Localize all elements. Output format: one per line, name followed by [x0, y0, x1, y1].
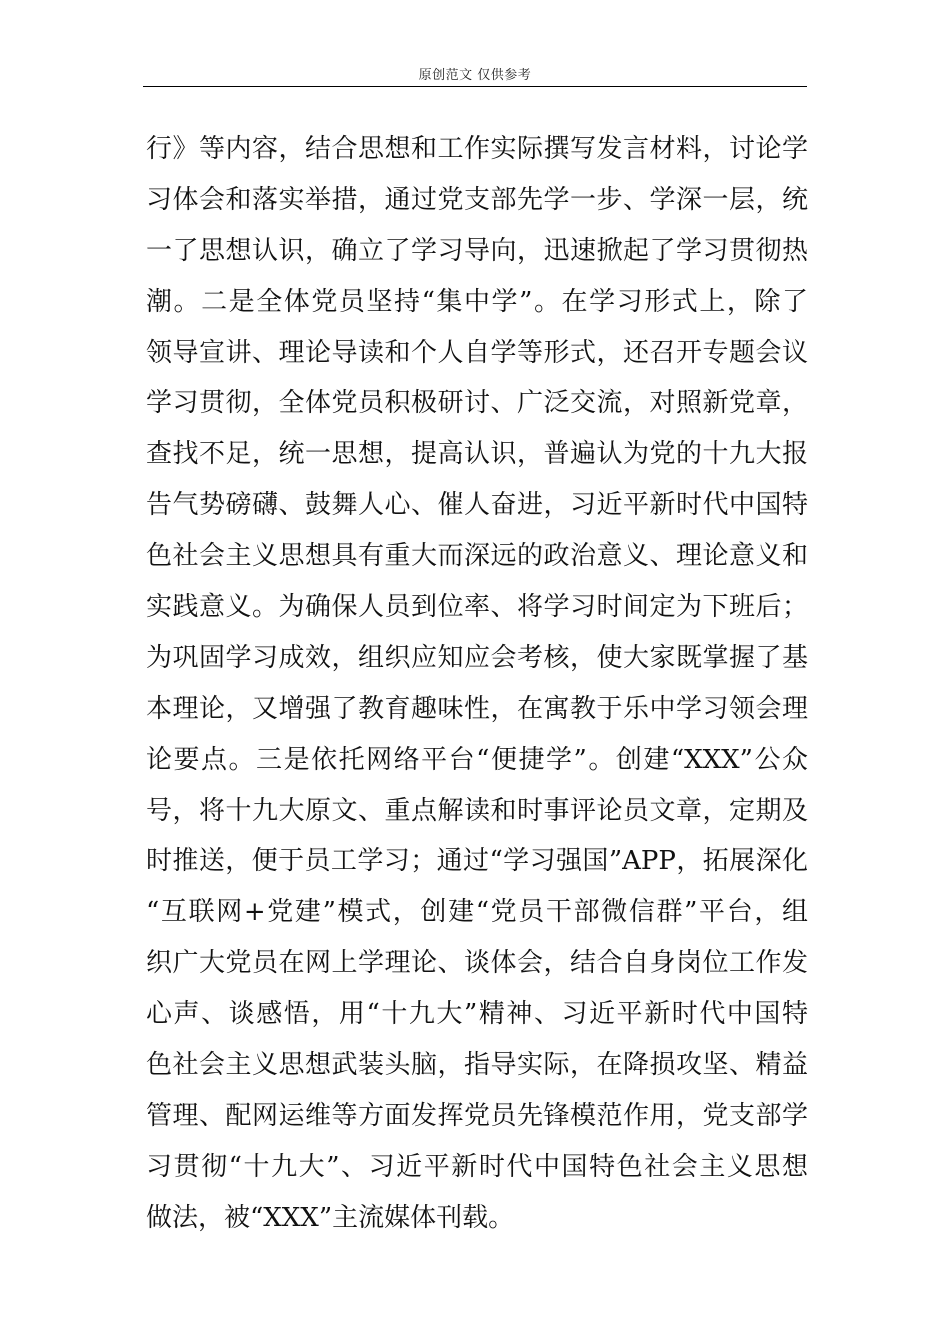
- text-line: 本理论，又增强了教育趣味性，在寓教于乐中学习领会理: [146, 693, 808, 724]
- text-line: 行》等内容，结合思想和工作实际撰写发言材料，讨论学: [146, 134, 808, 164]
- text-line: 学习贯彻，全体党员积极研讨、广泛交流，对照新党章，: [146, 388, 808, 419]
- body-text: [146, 124, 808, 1244]
- text-line: 一了思想认识，确立了学习导向，迅速掀起了学习贯彻热: [146, 235, 808, 266]
- text-line: 管理、配网运维等方面发挥党员先锋模范作用，党支部学: [146, 1100, 808, 1131]
- text-line: 为巩固学习成效，组织应知应会考核，使大家既掌握了基: [146, 642, 808, 673]
- text-line: 习体会和落实举措，通过党支部先学一步、学深一层，统: [146, 184, 808, 215]
- text-line: 色社会主义思想具有重大而深远的政治意义、理论意义和: [146, 541, 808, 572]
- text-line: 论要点。三是依托网络平台“便捷学”。创建“XXX”公众: [146, 744, 808, 775]
- header-divider: [143, 86, 807, 87]
- text-line: “互联网+党建”模式，创建“党员干部微信群”平台，组: [146, 897, 808, 928]
- text-line: 领导宣讲、理论导读和个人自学等形式，还召开专题会议: [146, 337, 808, 368]
- text-line: 织广大党员在网上学理论、谈体会，结合自身岗位工作发: [146, 948, 808, 979]
- text-line: 做法，被“XXX”主流媒体刊载。: [146, 1202, 515, 1233]
- text-line: 潮。二是全体党员坚持“集中学”。在学习形式上，除了: [146, 286, 808, 317]
- text-line: 心声、谈感悟，用“十九大”精神、习近平新时代中国特: [146, 999, 808, 1030]
- text-line: 色社会主义思想武装头脑，指导实际，在降损攻坚、精益: [146, 1050, 808, 1081]
- text-line: 习贯彻“十九大”、习近平新时代中国特色社会主义思想: [146, 1151, 808, 1182]
- text-line: 号，将十九大原文、重点解读和时事评论员文章，定期及: [146, 795, 808, 826]
- page-header: 原创范文 仅供参考: [418, 68, 532, 83]
- text-line: 时推送，便于员工学习；通过“学习强国”APP，拓展深化: [146, 846, 808, 877]
- text-line: 查找不足，统一思想，提高认识，普遍认为党的十九大报: [146, 439, 808, 470]
- text-line: 告气势磅礴、鼓舞人心、催人奋进，习近平新时代中国特: [146, 490, 808, 521]
- text-line: 实践意义。为确保人员到位率、将学习时间定为下班后；: [146, 592, 808, 623]
